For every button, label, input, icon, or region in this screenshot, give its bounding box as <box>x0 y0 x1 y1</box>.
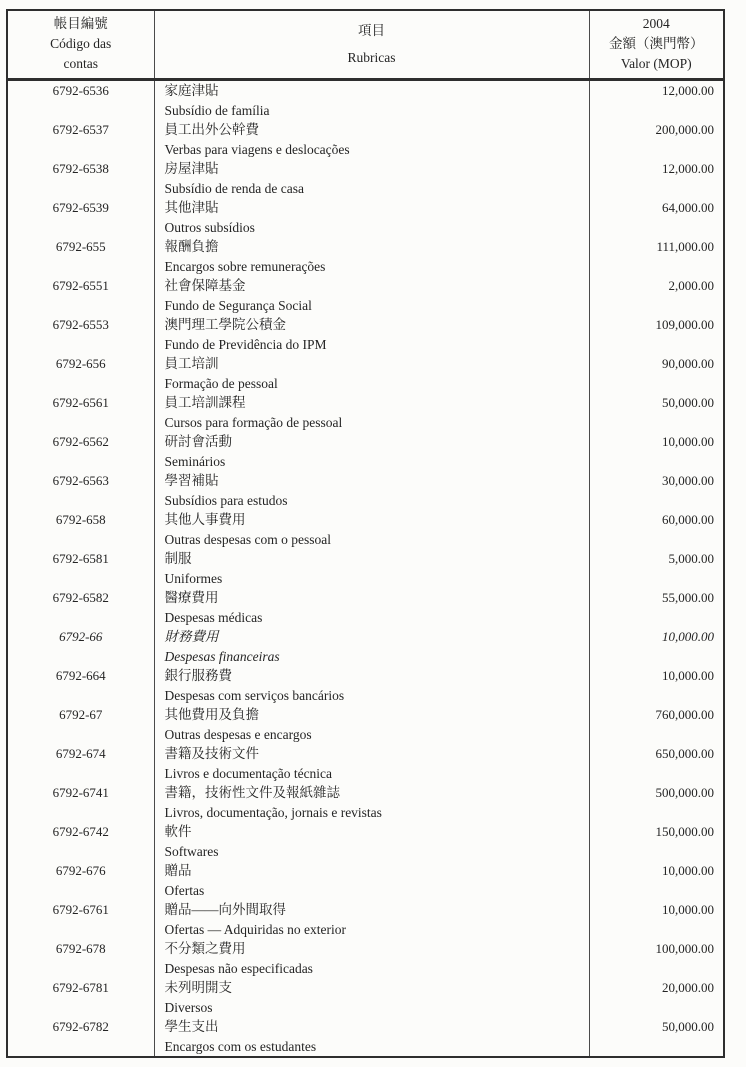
entry-row-secondary <box>7 725 724 745</box>
account-code-empty-cell <box>7 764 154 784</box>
account-code-empty-cell <box>7 101 154 121</box>
account-code-cell: 6792-6537 <box>52 122 109 137</box>
account-code-empty-cell <box>7 218 154 238</box>
entry-row-secondary <box>7 803 724 823</box>
description-pt-cell: Fundo de Segurança Social <box>154 296 589 316</box>
header-account-code-pt-line1: Código das <box>50 36 112 51</box>
table-body <box>7 80 724 1058</box>
account-code-empty-cell <box>7 959 154 979</box>
description-pt-cell: Encargos com os estudantes <box>154 1037 589 1058</box>
header-amount-zh: 金額（澳門幣） <box>609 36 704 51</box>
amount-cell: 109,000.00 <box>589 315 724 335</box>
account-code-cell: 6792-6563 <box>52 473 109 488</box>
entry-row-secondary <box>7 842 724 862</box>
account-code-empty-cell <box>7 413 154 433</box>
amount-cell: 10,000.00 <box>589 432 724 452</box>
amount-empty-cell <box>589 530 724 550</box>
description-pt-cell: Uniformes <box>154 569 589 589</box>
entry-row-primary <box>7 705 724 725</box>
description-zh-cell: 員工培訓 <box>154 354 589 374</box>
description-pt-cell: Ofertas <box>154 881 589 901</box>
entry-row-secondary <box>7 764 724 784</box>
account-code-empty-cell <box>7 296 154 316</box>
entry-row-primary <box>7 198 724 218</box>
description-pt-cell: Livros e documentação técnica <box>154 764 589 784</box>
description-zh-cell: 員工培訓課程 <box>154 393 589 413</box>
account-code-cell: 6792-656 <box>55 356 106 371</box>
account-code-empty-cell <box>7 842 154 862</box>
amount-cell: 12,000.00 <box>589 80 724 101</box>
account-code-cell: 6792-6742 <box>52 824 109 839</box>
entry-row-secondary <box>7 569 724 589</box>
account-code-empty-cell <box>7 1037 154 1058</box>
table-header <box>7 10 724 80</box>
entry-row-primary <box>7 354 724 374</box>
description-zh-cell: 軟件 <box>154 822 589 842</box>
account-code-cell: 6792-66 <box>59 629 103 644</box>
entry-row-secondary <box>7 374 724 394</box>
description-pt-cell: Subsídio de renda de casa <box>154 179 589 199</box>
description-zh-cell: 醫療費用 <box>154 588 589 608</box>
amount-cell: 12,000.00 <box>589 159 724 179</box>
amount-cell: 55,000.00 <box>589 588 724 608</box>
entry-row-secondary <box>7 101 724 121</box>
entry-row-primary <box>7 471 724 491</box>
description-zh-cell: 贈品 <box>154 861 589 881</box>
description-zh-cell: 不分類之費用 <box>154 939 589 959</box>
account-code-cell: 6792-658 <box>55 512 106 527</box>
description-zh-cell: 員工出外公幹費 <box>154 120 589 140</box>
header-amount-pt: Valor (MOP) <box>620 56 692 71</box>
amount-empty-cell <box>589 686 724 706</box>
account-code-empty-cell <box>7 803 154 823</box>
amount-empty-cell <box>589 452 724 472</box>
description-pt-cell: Fundo de Previdência do IPM <box>154 335 589 355</box>
description-zh-cell: 研討會活動 <box>154 432 589 452</box>
amount-cell: 64,000.00 <box>589 198 724 218</box>
amount-cell: 200,000.00 <box>589 120 724 140</box>
description-pt-cell: Despesas com serviços bancários <box>154 686 589 706</box>
account-code-empty-cell <box>7 530 154 550</box>
account-code-empty-cell <box>7 179 154 199</box>
header-rubric-column <box>154 10 589 80</box>
entry-row-secondary <box>7 257 724 277</box>
description-pt-cell: Livros, documentação, jornais e revistas <box>154 803 589 823</box>
entry-row-secondary <box>7 491 724 511</box>
amount-empty-cell <box>589 803 724 823</box>
account-code-empty-cell <box>7 374 154 394</box>
description-pt-cell: Despesas financeiras <box>154 647 589 667</box>
account-code-cell: 6792-6561 <box>52 395 109 410</box>
account-code-cell: 6792-6539 <box>52 200 109 215</box>
amount-cell: 10,000.00 <box>589 627 724 647</box>
description-pt-cell: Ofertas — Adquiridas no exterior <box>154 920 589 940</box>
account-code-empty-cell <box>7 335 154 355</box>
header-amount-year: 2004 <box>642 16 670 31</box>
account-code-empty-cell <box>7 491 154 511</box>
header-account-code-zh: 帳目編號 <box>53 16 108 31</box>
entry-row-primary <box>7 276 724 296</box>
description-zh-cell: 銀行服務費 <box>154 666 589 686</box>
amount-cell: 10,000.00 <box>589 861 724 881</box>
entry-row-secondary <box>7 452 724 472</box>
account-code-empty-cell <box>7 998 154 1018</box>
amount-empty-cell <box>589 101 724 121</box>
amount-cell: 50,000.00 <box>589 1017 724 1037</box>
entry-row-secondary <box>7 998 724 1018</box>
header-account-code-pt-line2: contas <box>63 56 98 71</box>
entry-row-primary <box>7 432 724 452</box>
account-code-cell: 6792-676 <box>55 863 106 878</box>
account-code-cell: 6792-678 <box>55 941 106 956</box>
account-code-empty-cell <box>7 608 154 628</box>
header-account-code-column <box>7 10 154 80</box>
amount-cell: 111,000.00 <box>589 237 724 257</box>
entry-row-secondary <box>7 335 724 355</box>
account-code-cell: 6792-6581 <box>52 551 109 566</box>
amount-cell: 500,000.00 <box>589 783 724 803</box>
amount-empty-cell <box>589 920 724 940</box>
entry-row-primary <box>7 744 724 764</box>
amount-empty-cell <box>589 1037 724 1058</box>
description-zh-cell: 贈品——向外間取得 <box>154 900 589 920</box>
entry-row-primary <box>7 159 724 179</box>
entry-row-primary <box>7 900 724 920</box>
account-code-cell: 6792-6536 <box>52 83 109 98</box>
entry-row-primary <box>7 861 724 881</box>
account-code-empty-cell <box>7 569 154 589</box>
entry-row-primary <box>7 627 724 647</box>
description-pt-cell: Outros subsídios <box>154 218 589 238</box>
amount-cell: 650,000.00 <box>589 744 724 764</box>
amount-empty-cell <box>589 179 724 199</box>
description-zh-cell: 財務費用 <box>154 627 589 647</box>
entry-row-primary <box>7 783 724 803</box>
amount-cell: 10,000.00 <box>589 666 724 686</box>
account-code-cell: 6792-664 <box>55 668 106 683</box>
entry-row-secondary <box>7 1037 724 1058</box>
amount-cell: 60,000.00 <box>589 510 724 530</box>
entry-row-secondary <box>7 413 724 433</box>
table-header-row <box>7 10 724 80</box>
entry-row-primary <box>7 237 724 257</box>
amount-cell: 20,000.00 <box>589 978 724 998</box>
entry-row-secondary <box>7 530 724 550</box>
amount-empty-cell <box>589 725 724 745</box>
description-zh-cell: 房屋津貼 <box>154 159 589 179</box>
entry-row-primary <box>7 120 724 140</box>
account-code-cell: 6792-6582 <box>52 590 109 605</box>
description-pt-cell: Despesas não especificadas <box>154 959 589 979</box>
entry-row-primary <box>7 588 724 608</box>
amount-empty-cell <box>589 998 724 1018</box>
entry-row-primary <box>7 315 724 335</box>
header-amount-column <box>589 10 724 80</box>
amount-empty-cell <box>589 608 724 628</box>
account-code-cell: 6792-6781 <box>52 980 109 995</box>
entry-row-primary <box>7 549 724 569</box>
entry-row-secondary <box>7 686 724 706</box>
amount-empty-cell <box>589 842 724 862</box>
description-zh-cell: 未列明開支 <box>154 978 589 998</box>
description-zh-cell: 其他費用及負擔 <box>154 705 589 725</box>
amount-empty-cell <box>589 140 724 160</box>
account-code-cell: 6792-6553 <box>52 317 109 332</box>
account-code-empty-cell <box>7 920 154 940</box>
account-code-empty-cell <box>7 881 154 901</box>
entry-row-secondary <box>7 959 724 979</box>
amount-cell: 30,000.00 <box>589 471 724 491</box>
description-zh-cell: 制服 <box>154 549 589 569</box>
description-pt-cell: Despesas médicas <box>154 608 589 628</box>
account-code-empty-cell <box>7 686 154 706</box>
amount-cell: 100,000.00 <box>589 939 724 959</box>
amount-cell: 2,000.00 <box>589 276 724 296</box>
description-pt-cell: Seminários <box>154 452 589 472</box>
description-zh-cell: 澳門理工學院公積金 <box>154 315 589 335</box>
account-code-empty-cell <box>7 257 154 277</box>
entry-row-secondary <box>7 881 724 901</box>
account-code-cell: 6792-6741 <box>52 785 109 800</box>
entry-row-primary <box>7 939 724 959</box>
amount-empty-cell <box>589 647 724 667</box>
entry-row-secondary <box>7 218 724 238</box>
account-code-cell: 6792-6538 <box>52 161 109 176</box>
amount-empty-cell <box>589 413 724 433</box>
account-code-cell: 6792-67 <box>59 707 103 722</box>
amount-empty-cell <box>589 491 724 511</box>
entry-row-primary <box>7 1017 724 1037</box>
description-zh-cell: 學習補貼 <box>154 471 589 491</box>
description-zh-cell: 書籍，技術性文件及報紙雜誌 <box>154 783 589 803</box>
amount-cell: 10,000.00 <box>589 900 724 920</box>
description-zh-cell: 社會保障基金 <box>154 276 589 296</box>
amount-cell: 5,000.00 <box>589 549 724 569</box>
account-code-empty-cell <box>7 725 154 745</box>
description-zh-cell: 其他津貼 <box>154 198 589 218</box>
account-code-empty-cell <box>7 647 154 667</box>
account-code-cell: 6792-6782 <box>52 1019 109 1034</box>
entry-row-primary <box>7 822 724 842</box>
description-pt-cell: Subsídio de família <box>154 101 589 121</box>
entry-row-secondary <box>7 920 724 940</box>
amount-empty-cell <box>589 764 724 784</box>
amount-empty-cell <box>589 959 724 979</box>
amount-cell: 760,000.00 <box>589 705 724 725</box>
description-pt-cell: Softwares <box>154 842 589 862</box>
entry-row-primary <box>7 666 724 686</box>
amount-empty-cell <box>589 218 724 238</box>
account-code-cell: 6792-655 <box>55 239 106 254</box>
amount-empty-cell <box>589 374 724 394</box>
description-pt-cell: Diversos <box>154 998 589 1018</box>
description-pt-cell: Formação de pessoal <box>154 374 589 394</box>
amount-cell: 150,000.00 <box>589 822 724 842</box>
description-zh-cell: 報酬負擔 <box>154 237 589 257</box>
budget-accounts-table <box>6 9 725 1058</box>
entry-row-secondary <box>7 647 724 667</box>
entry-row-secondary <box>7 140 724 160</box>
entry-row-secondary <box>7 179 724 199</box>
entry-row-primary <box>7 978 724 998</box>
description-zh-cell: 學生支出 <box>154 1017 589 1037</box>
account-code-empty-cell <box>7 452 154 472</box>
header-rubric-pt: Rubricas <box>347 49 396 65</box>
description-zh-cell: 書籍及技術文件 <box>154 744 589 764</box>
amount-empty-cell <box>589 257 724 277</box>
description-zh-cell: 家庭津貼 <box>154 80 589 101</box>
header-rubric-zh: 項目 <box>358 22 385 38</box>
account-code-cell: 6792-6551 <box>52 278 109 293</box>
entry-row-primary <box>7 80 724 101</box>
entry-row-primary <box>7 510 724 530</box>
description-pt-cell: Outras despesas e encargos <box>154 725 589 745</box>
description-pt-cell: Verbas para viagens e deslocações <box>154 140 589 160</box>
description-zh-cell: 其他人事費用 <box>154 510 589 530</box>
account-code-cell: 6792-674 <box>55 746 106 761</box>
account-code-cell: 6792-6761 <box>52 902 109 917</box>
description-pt-cell: Outras despesas com o pessoal <box>154 530 589 550</box>
description-pt-cell: Encargos sobre remunerações <box>154 257 589 277</box>
amount-cell: 90,000.00 <box>589 354 724 374</box>
amount-empty-cell <box>589 296 724 316</box>
description-pt-cell: Cursos para formação de pessoal <box>154 413 589 433</box>
account-code-empty-cell <box>7 140 154 160</box>
entry-row-primary <box>7 393 724 413</box>
account-code-cell: 6792-6562 <box>52 434 109 449</box>
amount-empty-cell <box>589 335 724 355</box>
entry-row-secondary <box>7 608 724 628</box>
entry-row-secondary <box>7 296 724 316</box>
amount-cell: 50,000.00 <box>589 393 724 413</box>
amount-empty-cell <box>589 569 724 589</box>
amount-empty-cell <box>589 881 724 901</box>
description-pt-cell: Subsídios para estudos <box>154 491 589 511</box>
